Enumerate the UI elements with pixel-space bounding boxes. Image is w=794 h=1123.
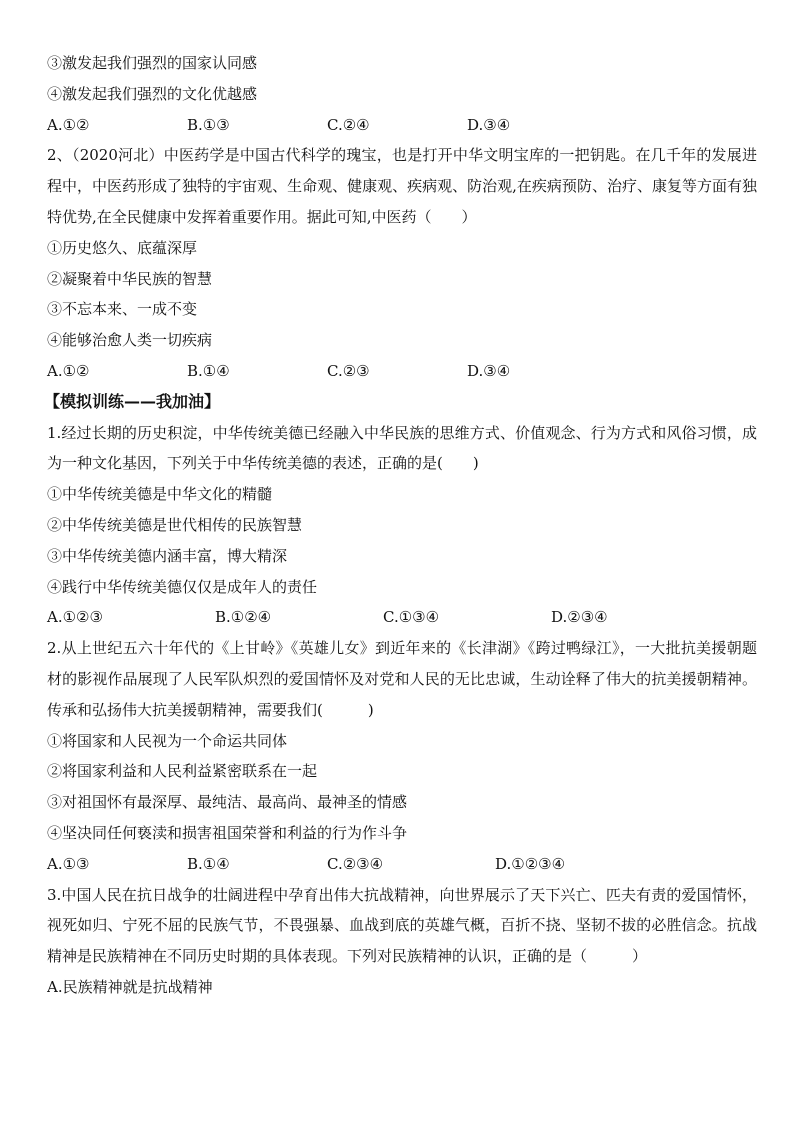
option-d: D.③④ xyxy=(467,115,511,134)
answer-options xyxy=(47,356,757,387)
question-stem: 2、（2020河北）中医药学是中国古代科学的瑰宝，也是打开中华文明宝库的一把钥匙。在几千年的发展进程中，中医药形成了独特的宇宙观、生命观、健康观、疾病观、防治观,在疾病预防、治疗、康复等方面有独特优势,在全民健康中发挥着重要作用。据此可知,中医药（ ） xyxy=(47,146,757,226)
question-stem: 1.经过长期的历史积淀，中华传统美德已经融入中华民族的思维方式、价值观念、行为方式和风俗习惯，成为一种文化基因，下列关于中华传统美德的表述，正确的是( ) xyxy=(47,423,757,473)
section-heading: 【模拟训练——我加油】 xyxy=(44,391,221,411)
option-c: C.②③④ xyxy=(327,854,384,873)
option-b: B.①④ xyxy=(187,854,230,873)
prev-item-3: ③激发起我们强烈的国家认同感 xyxy=(47,54,258,72)
option-d: D.②③④ xyxy=(551,608,608,627)
choice-item-2: ②中华传统美德是世代相传的民族智慧 xyxy=(47,515,303,534)
choice-item-2: ②凝聚着中华民族的智慧 xyxy=(47,269,213,288)
worksheet-page xyxy=(44,48,757,1003)
prev-options xyxy=(47,110,757,141)
option-a: A.①③ xyxy=(47,854,90,873)
option-c: C.①③④ xyxy=(383,608,440,627)
choice-item-1: ①历史悠久、底蕴深厚 xyxy=(47,238,198,257)
question-stem: 3.中国人民在抗日战争的壮阔进程中孕育出伟大抗战精神，向世界展示了天下兴亡、匹夫有责的爱国情怀，视死如归、宁死不屈的民族气节，不畏强暴、血战到底的英雄气概，百折不挠、坚韧不拔的必胜信念。抗战精神是民族精神在不同历史时期的具体表现。下列对民族精神的认识，正确的是（ ） xyxy=(47,885,757,966)
option-c: C.②③ xyxy=(327,361,370,380)
question-stem: 2.从上世纪五六十年代的《上甘岭》《英雄儿女》到近年来的《长津湖》《跨过鸭绿江》，一大批抗美援朝题材的影视作品展现了人民军队炽烈的爱国情怀及对党和人民的无比忠诚，生动诠释了伟大的抗美援朝精神。传承和弘扬伟大抗美援朝精神，需要我们( ) xyxy=(47,639,757,719)
option-b: B.①③ xyxy=(187,115,230,134)
prev-item-4: ④激发起我们强烈的文化优越感 xyxy=(47,84,258,103)
option-a: A.①②③ xyxy=(47,608,103,627)
option-b: B.①④ xyxy=(187,361,230,380)
choice-item-4: ④能够治愈人类一切疾病 xyxy=(47,331,213,350)
choice-item-3: ③对祖国怀有最深厚、最纯洁、最高尚、最神圣的情感 xyxy=(47,793,408,812)
choice-item-3: ③不忘本来、一成不变 xyxy=(47,300,198,319)
answer-options xyxy=(47,602,757,633)
choice-item-2: ②将国家利益和人民利益紧密联系在一起 xyxy=(47,762,318,781)
option-d: D.①②③④ xyxy=(495,854,566,873)
option-a: A.①② xyxy=(47,115,90,134)
choice-item-1: ①将国家和人民视为一个命运共同体 xyxy=(47,731,288,750)
option-a: A.①② xyxy=(47,361,90,380)
answer-options xyxy=(47,849,757,880)
choice-item-3: ③中华传统美德内涵丰富，博大精深 xyxy=(47,546,288,565)
option-b: B.①②④ xyxy=(215,608,272,627)
choice-item-a: A.民族精神就是抗战精神 xyxy=(47,977,213,996)
option-d: D.③④ xyxy=(467,361,511,380)
choice-item-4: ④坚决同任何亵渎和损害祖国荣誉和利益的行为作斗争 xyxy=(47,823,408,842)
choice-item-4: ④践行中华传统美德仅仅是成年人的责任 xyxy=(47,577,318,596)
option-c: C.②④ xyxy=(327,115,370,134)
choice-item-1: ①中华传统美德是中华文化的精髓 xyxy=(47,485,273,504)
